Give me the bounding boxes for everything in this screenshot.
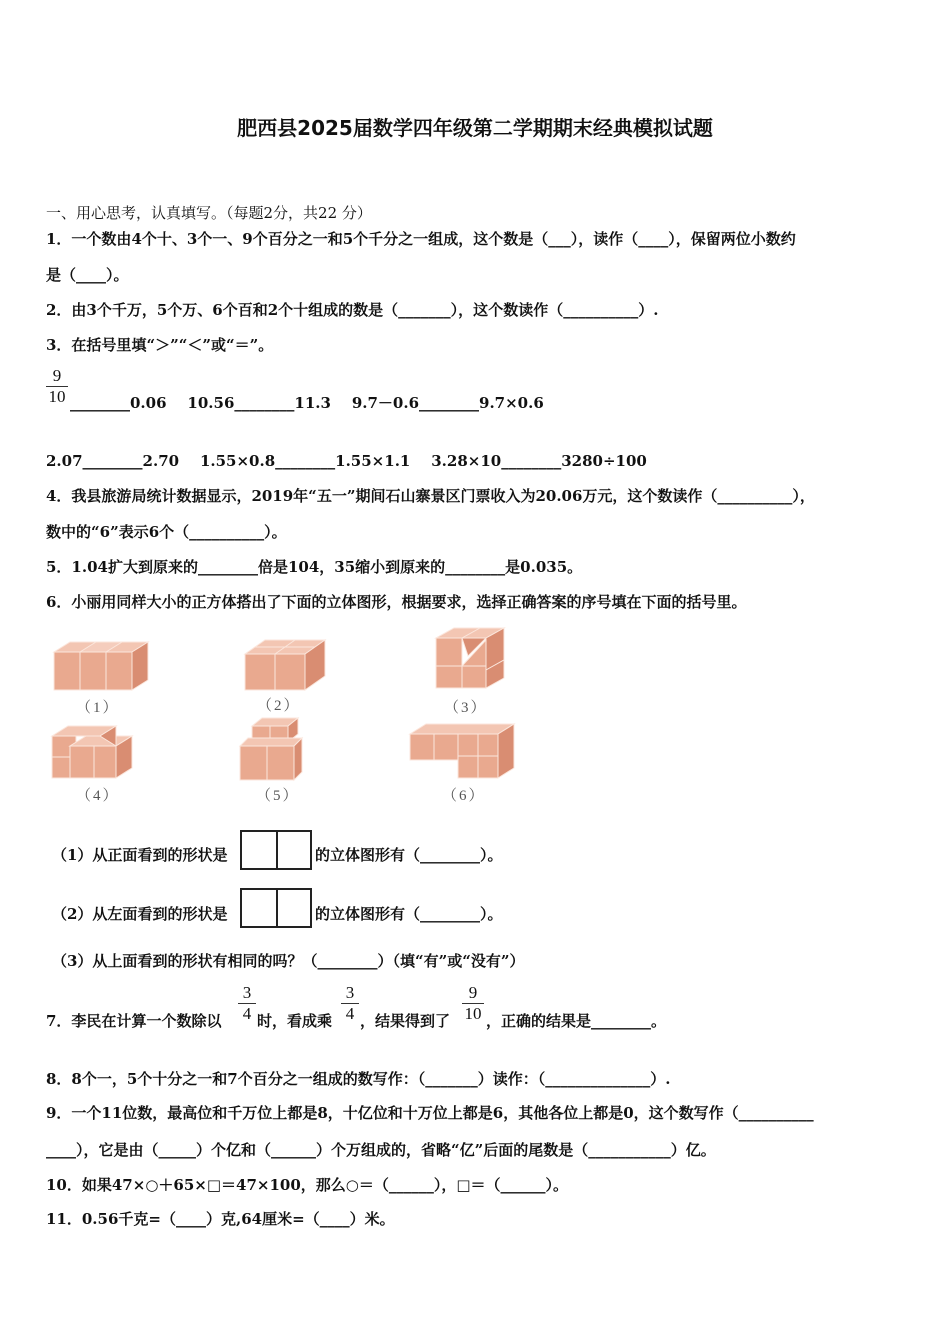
fraction-3-4-a xyxy=(238,983,256,1024)
fraction-denominator: 4 xyxy=(345,1004,355,1023)
question-2: 2．由3个千万，5个万、6个百和2个十组成的数是（_______），这个数读作（__________）. xyxy=(46,301,659,319)
left-view-shape xyxy=(240,888,312,928)
figure-2-label: （2） xyxy=(257,698,301,714)
fraction-denominator: 4 xyxy=(242,1004,252,1023)
figure-1-label: （1） xyxy=(76,700,120,716)
question-6-1-suffix: 的立体图形有（________）。 xyxy=(315,846,503,864)
question-11: 11．0.56千克=（____）克,64厘米=（____）米。 xyxy=(46,1210,395,1228)
question-3-row-2: 2.07________2.70 1.55×0.8________1.55×1.1 3.28×10________3280÷100 xyxy=(46,452,647,470)
question-7-part-3: ，结果得到了 xyxy=(360,1012,451,1030)
question-4-line-1: 4．我县旅游局统计数据显示，2019年“五一”期间石山寨景区门票收入为20.06万元，这个数读作（__________）， xyxy=(46,487,815,505)
question-7-part-4: ，正确的结果是________。 xyxy=(486,1012,667,1030)
figure-5-label: （5） xyxy=(256,788,300,804)
cube-figure-6 xyxy=(408,722,522,782)
question-6: 6．小丽用同样大小的正方体搭出了下面的立体图形，根据要求，选择正确答案的序号填在下面的括号里。 xyxy=(46,593,747,611)
section-heading: 一、用心思考，认真填写。（每题2分，共22 分） xyxy=(46,204,372,222)
fraction-denominator: 10 xyxy=(48,387,66,406)
page-title: 肥西县2025届数学四年级第二学期期末经典模拟试题 xyxy=(237,116,713,140)
question-3-row-1: ________0.06 10.56________11.3 9.7－0.6________9.7×0.6 xyxy=(70,394,544,412)
question-1-line-2: 是（____）。 xyxy=(46,266,129,284)
question-5: 5．1.04扩大到原来的________倍是104，35缩小到原来的________是0.035。 xyxy=(46,558,583,576)
fraction-numerator: 9 xyxy=(46,366,68,387)
question-6-2-suffix: 的立体图形有（________）。 xyxy=(315,905,503,923)
front-view-shape xyxy=(240,830,312,870)
fraction-numerator: 3 xyxy=(238,983,256,1004)
figure-6-label: （6） xyxy=(442,788,486,804)
question-6-3: （3）从上面看到的形状有相同的吗？（________）（填“有”或“没有”） xyxy=(52,952,525,970)
fraction-numerator: 9 xyxy=(462,983,484,1004)
question-4-line-2: 数中的“6”表示6个（__________）。 xyxy=(46,523,287,541)
cube-figure-3 xyxy=(432,626,510,692)
cube-figure-5 xyxy=(238,716,304,782)
question-7-part-1: 7．李民在计算一个数除以 xyxy=(46,1012,222,1030)
question-9-line-1: 9．一个11位数，最高位和千万位上都是8，十亿位和十万位上都是6，其他各位上都是0，这个数写作（__________ xyxy=(46,1104,814,1122)
question-6-2-prefix: （2）从左面看到的形状是 xyxy=(52,905,228,923)
cube-figure-1 xyxy=(50,636,154,694)
cube-figure-4 xyxy=(50,724,142,782)
figure-3-label: （3） xyxy=(444,700,488,716)
question-3: 3．在括号里填“＞”“＜”或“＝”。 xyxy=(46,336,274,354)
fraction-3-4-b xyxy=(341,983,359,1024)
figure-4-label: （4） xyxy=(76,788,120,804)
question-1-line-1: 1．一个数由4个十、3个一、9个百分之一和5个千分之一组成，这个数是（___），读作（____），保留两位小数约 xyxy=(46,230,796,248)
question-6-1-prefix: （1）从正面看到的形状是 xyxy=(52,846,228,864)
fraction-numerator: 3 xyxy=(341,983,359,1004)
fraction-9-10 xyxy=(46,366,68,407)
question-9-line-2: ____），它是由（_____）个亿和（______）个万组成的，省略“亿”后面的尾数是（___________）亿。 xyxy=(46,1141,716,1159)
cube-figure-2 xyxy=(243,636,329,692)
question-8: 8．8个一，5个十分之一和7个百分之一组成的数写作：（_______）读作：（______________）. xyxy=(46,1070,671,1088)
question-10: 10．如果47×○＋65×□＝47×100，那么○＝（______），□＝（______）。 xyxy=(46,1176,569,1194)
fraction-9-10-b xyxy=(462,983,484,1024)
fraction-denominator: 10 xyxy=(464,1004,482,1023)
question-7-part-2: 时，看成乘 xyxy=(257,1012,333,1030)
